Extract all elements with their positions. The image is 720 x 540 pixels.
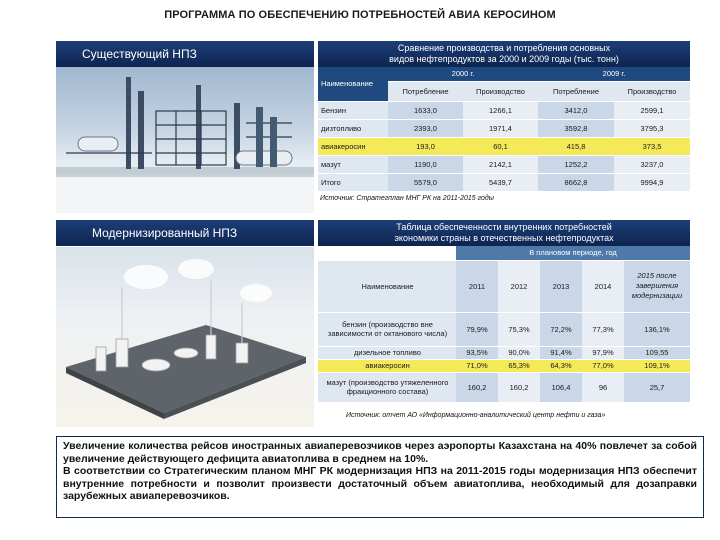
cell: 3412,0 <box>538 101 614 119</box>
row-name: дизельное топливо <box>318 346 456 359</box>
modern-refinery-render <box>56 247 314 427</box>
table-row <box>318 155 690 173</box>
cell: 9994,9 <box>614 173 690 191</box>
row-name: мазут (производство утяжеленного фракционного состава) <box>318 372 456 402</box>
cell: 2142,1 <box>463 155 538 173</box>
cell: 60,1 <box>463 137 538 155</box>
cell: 5439,7 <box>463 173 538 191</box>
table1-subcol: Производство <box>614 81 690 101</box>
cell: 79,9% <box>456 312 498 346</box>
table-row <box>318 119 690 137</box>
table2-post-col: 2015 после завершения модернизации <box>624 260 690 312</box>
table2-title <box>318 220 690 246</box>
row-name: авиакеросин <box>318 137 388 155</box>
cell: 415,8 <box>538 137 614 155</box>
cell: 109,1% <box>624 359 690 372</box>
table-row <box>318 346 690 359</box>
cell: 136,1% <box>624 312 690 346</box>
cell: 72,2% <box>540 312 582 346</box>
cell: 109,55 <box>624 346 690 359</box>
table1-title <box>318 41 690 67</box>
row-name: авиакеросин <box>318 359 456 372</box>
cell: 3795,3 <box>614 119 690 137</box>
cell: 1190,0 <box>388 155 463 173</box>
table-row <box>318 372 690 402</box>
table-row <box>318 359 690 372</box>
cell: 93,5% <box>456 346 498 359</box>
cell: 5579,0 <box>388 173 463 191</box>
table-row <box>318 312 690 346</box>
cell: 8662,8 <box>538 173 614 191</box>
table-row <box>318 137 690 155</box>
cell: 193,0 <box>388 137 463 155</box>
cell: 3237,0 <box>614 155 690 173</box>
row-name: Итого <box>318 173 388 191</box>
table-row <box>318 101 690 119</box>
cell: 3592,8 <box>538 119 614 137</box>
cell: 65,3% <box>498 359 540 372</box>
cell: 96 <box>582 372 624 402</box>
cell: 25,7 <box>624 372 690 402</box>
table1-title-line2: видов нефтепродуктов за 2000 и 2009 годы (тыс. тонн) <box>389 54 619 64</box>
cell: 1252,2 <box>538 155 614 173</box>
table1-subcol: Потребление <box>388 81 463 101</box>
table1-year-b: 2009 г. <box>538 67 690 81</box>
cell: 71,0% <box>456 359 498 372</box>
summary-paragraph-1: Увеличение количества рейсов иностранных авиаперевозчиков через аэропорты Казахстана на 40% повлечет за собой увеличение действующего дефицита авиатоплива в среднем на 10%. <box>63 440 697 465</box>
slide-title: ПРОГРАММА ПО ОБЕСПЕЧЕНИЮ ПОТРЕБНОСТЕЙ АВИА КЕРОСИНОМ <box>164 9 556 21</box>
cell: 106,4 <box>540 372 582 402</box>
summary-box <box>56 436 704 518</box>
table2-title-line2: экономики страны в отечественных нефтепродуктах <box>394 233 614 243</box>
table1-subcol: Производство <box>463 81 538 101</box>
cell: 90,0% <box>498 346 540 359</box>
table1-title-line1: Сравнение производства и потребления основных <box>397 43 611 53</box>
cell: 77,3% <box>582 312 624 346</box>
table-row <box>318 173 690 191</box>
production-consumption-table <box>318 67 690 192</box>
cell: 160,2 <box>456 372 498 402</box>
cell: 2393,0 <box>388 119 463 137</box>
cell: 1266,1 <box>463 101 538 119</box>
table2-title-line1: Таблица обеспеченности внутренних потребностей <box>396 222 612 232</box>
cell: 77,0% <box>582 359 624 372</box>
modern-plant-header: Модернизированный НПЗ <box>56 220 314 246</box>
table2-period-label: В плановом периоде, год <box>456 246 690 260</box>
table2-year: 2014 <box>582 260 624 312</box>
table2-year: 2013 <box>540 260 582 312</box>
cell: 75,3% <box>498 312 540 346</box>
cell: 97,9% <box>582 346 624 359</box>
summary-paragraph-2: В соответствии со Стратегическим планом МНГ РК модернизация НПЗ на 2011-2015 годы модернизация НПЗ обеспечит внутренние потребности и позволит произвести достаточный объем авиатоплива, необходимый для дозаправки зарубежных авиаперевозчиков. <box>63 465 697 502</box>
table2-col-name: Наименование <box>318 260 456 312</box>
row-name: мазут <box>318 155 388 173</box>
cell: 373,5 <box>614 137 690 155</box>
cell: 1633,0 <box>388 101 463 119</box>
table1-source: Источник: Стратегплан МНГ РК на 2011-2015 годы <box>320 195 494 202</box>
existing-refinery-photo <box>56 67 314 213</box>
table2-year: 2011 <box>456 260 498 312</box>
row-name: дизтопливо <box>318 119 388 137</box>
cell: 160,2 <box>498 372 540 402</box>
cell: 1971,4 <box>463 119 538 137</box>
self-sufficiency-table <box>318 246 690 403</box>
table1-col-name: Наименование <box>318 67 388 101</box>
table1-year-a: 2000 г. <box>388 67 538 81</box>
existing-plant-header: Существующий НПЗ <box>56 41 314 67</box>
row-name: бензин (производство вне зависимости от октанового числа) <box>318 312 456 346</box>
cell: 2599,1 <box>614 101 690 119</box>
table1-subcol: Потребление <box>538 81 614 101</box>
table2-year: 2012 <box>498 260 540 312</box>
row-name: Бензин <box>318 101 388 119</box>
cell: 64,3% <box>540 359 582 372</box>
table2-source: Источник: отчет АО «Информационно-аналитический центр нефти и газа» <box>346 412 606 419</box>
cell: 91,4% <box>540 346 582 359</box>
